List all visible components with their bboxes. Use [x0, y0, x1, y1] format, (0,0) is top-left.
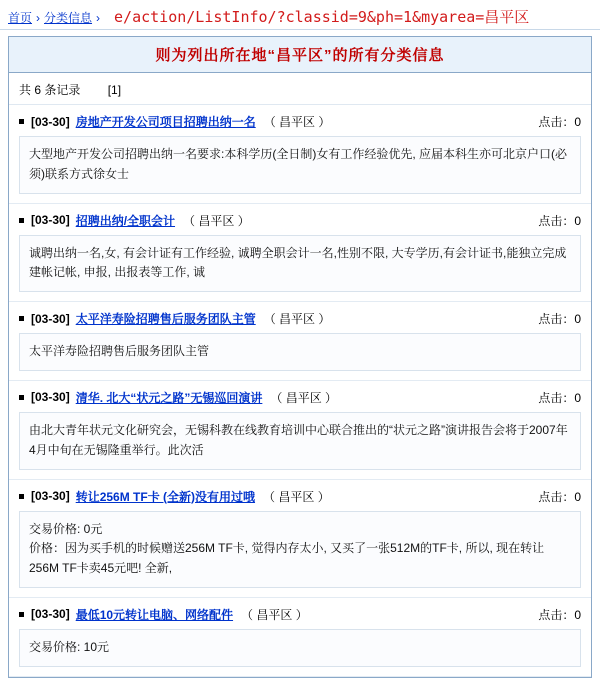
item-area: （ 昌平区 ） [263, 312, 331, 327]
bullet-icon [19, 316, 24, 321]
item-body-text: 太平洋寿险招聘售后服务团队主管 [29, 344, 210, 359]
bullet-icon [19, 612, 24, 617]
list-item [9, 598, 591, 677]
list-item-header [9, 598, 591, 629]
bullet-icon [19, 494, 24, 499]
list-item-header [9, 204, 591, 235]
list-item [9, 105, 591, 204]
breadcrumb-category-link[interactable]: 分类信息 [44, 11, 93, 25]
item-area: （ 昌平区 ） [263, 115, 331, 129]
item-date: [03-30] [31, 114, 70, 129]
item-area: （ 昌平区 ） [270, 390, 338, 405]
item-body [19, 333, 581, 371]
item-price-text: 交易价格: 10元 [29, 639, 110, 654]
item-area: （ 昌平区 ） [183, 213, 250, 228]
item-body [19, 511, 581, 588]
list-item [9, 204, 591, 303]
item-date: [03-30] [31, 213, 70, 228]
item-title-link[interactable]: 转让256M TF卡 (全新)没有用过哦 [75, 489, 256, 504]
item-hits: 点击：0 [538, 489, 581, 504]
record-count: 共 6 条记录 [19, 83, 81, 97]
bullet-icon [19, 395, 24, 400]
bullet-icon [19, 119, 24, 124]
item-hits: 点击：0 [538, 607, 581, 622]
item-date: [03-30] [31, 607, 70, 622]
listing-panel [8, 36, 592, 678]
bullet-icon [19, 218, 24, 223]
item-price-text: 交易价格: 0元 [29, 521, 103, 536]
item-date: [03-30] [31, 489, 70, 504]
breadcrumb-separator-2: › [96, 11, 101, 25]
page-number[interactable]: [1] [107, 83, 122, 97]
breadcrumb [0, 0, 600, 30]
list-item-header [9, 381, 591, 412]
item-title-link[interactable]: 清华. 北大“状元之路”无锡巡回演讲 [75, 390, 263, 405]
breadcrumb-separator-1: › [36, 11, 41, 25]
item-hits: 点击：0 [538, 213, 581, 228]
list-item [9, 302, 591, 381]
list-item [9, 381, 591, 480]
item-title-link[interactable]: 房地产开发公司项目招聘出纳一名 [75, 115, 256, 129]
list-item-header [9, 105, 591, 136]
item-hits: 点击：0 [538, 115, 581, 129]
item-date: [03-30] [31, 311, 70, 326]
list-item [9, 480, 591, 598]
panel-title: 则为列出所在地“昌平区”的所有分类信息 [9, 37, 591, 73]
item-title-link[interactable]: 招聘出纳/全职会计 [75, 213, 176, 228]
item-body-text: 大型地产开发公司招聘出纳一名要求:本科学历(全日制)女有工作经验优先, 应届本科生亦可北京户口(必须)联系方式徐女士 [29, 147, 567, 181]
item-hits: 点击：0 [538, 312, 581, 327]
item-title-link[interactable]: 最低10元转让电脑、网络配件 [75, 607, 234, 622]
record-count-row [9, 73, 591, 105]
item-body [19, 412, 581, 470]
item-body [19, 629, 581, 667]
item-body [19, 235, 581, 293]
list-item-header [9, 302, 591, 333]
list-item-header [9, 480, 591, 511]
item-title-link[interactable]: 太平洋寿险招聘售后服务团队主管 [75, 312, 256, 327]
item-body-text: 价格：因为买手机的时候赠送256M TF卡, 觉得内存太小, 又买了一张512M的TF卡, 所以, 现在转让256M TF卡卖45元吧! 全新, [29, 541, 545, 576]
item-date: [03-30] [31, 390, 70, 405]
item-body [19, 136, 581, 194]
item-area: （ 昌平区 ） [241, 607, 308, 622]
item-body-text: 诚聘出纳一名,女, 有会计证有工作经验, 诚聘全职会计一名,性别不限, 大专学历,有会计证书,能独立完成建帐记帐, 申报, 出报表等工作, 诚 [29, 245, 567, 280]
breadcrumb-home-link[interactable]: 首页 [8, 11, 33, 25]
item-body-text: 由北大青年状元文化研究会，无锡科教在线教育培训中心联合推出的“状元之路”演讲报告会将于2007年4月中旬在无锡隆重举行。此次活 [29, 422, 568, 457]
item-area: （ 昌平区 ） [263, 489, 330, 504]
url-annotation: e/action/ListInfo/?classid=9&ph=1&myarea=昌平区 [114, 8, 530, 26]
item-hits: 点击：0 [538, 390, 581, 405]
